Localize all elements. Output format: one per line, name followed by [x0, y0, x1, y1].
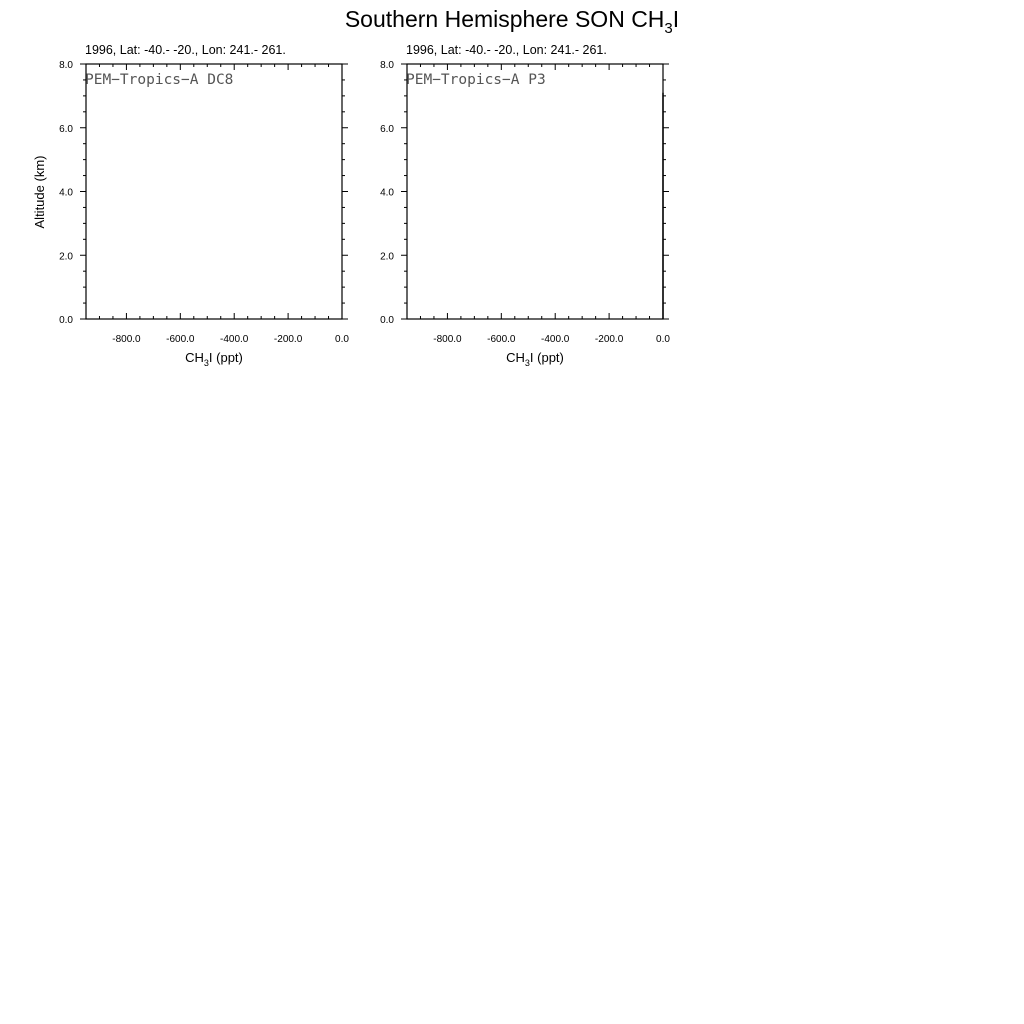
panel-subtitle: 1996, Lat: -40.- -20., Lon: 241.- 261.	[406, 43, 607, 57]
y-tick-labels	[380, 60, 394, 326]
x-tick-label: -400.0	[220, 334, 249, 345]
x-tick-label: 0.0	[335, 334, 349, 345]
y-tick-label: 2.0	[59, 251, 73, 263]
x-tick-label: -400.0	[541, 334, 570, 345]
panel-subtitle: 1996, Lat: -40.- -20., Lon: 241.- 261.	[85, 43, 286, 57]
panel-dc8	[32, 43, 349, 368]
x-axis-label-main: CH	[185, 350, 204, 365]
y-tick-label: 8.0	[380, 60, 394, 71]
x-axis-label	[185, 350, 243, 368]
panel-p3	[380, 43, 670, 368]
figure-title-subscript: 3	[664, 20, 673, 37]
y-tick-label: 2.0	[380, 251, 394, 263]
x-axis-label-subscript: 3	[524, 358, 530, 368]
x-tick-label: -800.0	[112, 334, 141, 345]
y-tick-label: 8.0	[59, 60, 73, 71]
plot-frame	[86, 64, 342, 319]
y-tick-label: 6.0	[59, 123, 73, 135]
y-tick-label: 0.0	[59, 315, 73, 326]
x-axis-label-tail: I (ppt)	[208, 350, 243, 365]
axis-ticks	[401, 64, 669, 319]
y-tick-label: 4.0	[59, 187, 73, 199]
campaign-label: PEM−Tropics−A DC8	[85, 72, 234, 88]
figure-title	[345, 6, 679, 37]
x-tick-label: -800.0	[433, 334, 462, 345]
x-tick-label: 0.0	[656, 334, 670, 345]
x-axis-label-main: CH	[506, 350, 525, 365]
x-tick-label: -600.0	[166, 334, 195, 345]
x-axis-label-subscript: 3	[203, 358, 209, 368]
x-tick-labels	[112, 334, 349, 345]
y-axis-label: Altitude (km)	[32, 155, 47, 229]
y-tick-label: 4.0	[380, 187, 394, 199]
y-tick-label: 0.0	[380, 315, 394, 326]
x-tick-label: -200.0	[594, 334, 624, 345]
x-axis-label	[506, 350, 564, 368]
x-tick-label: -600.0	[487, 334, 516, 345]
plot-frame	[407, 64, 663, 319]
x-tick-label: -200.0	[273, 334, 303, 345]
x-axis-label-tail: I (ppt)	[529, 350, 564, 365]
figure-title-main: Southern Hemisphere SON CH	[344, 6, 665, 32]
y-tick-label: 6.0	[380, 123, 394, 135]
axis-ticks	[80, 64, 348, 319]
figure-title-tail: I	[672, 6, 680, 32]
x-tick-labels	[433, 334, 670, 345]
y-tick-labels	[59, 60, 73, 326]
campaign-label: PEM−Tropics−A P3	[406, 72, 546, 88]
